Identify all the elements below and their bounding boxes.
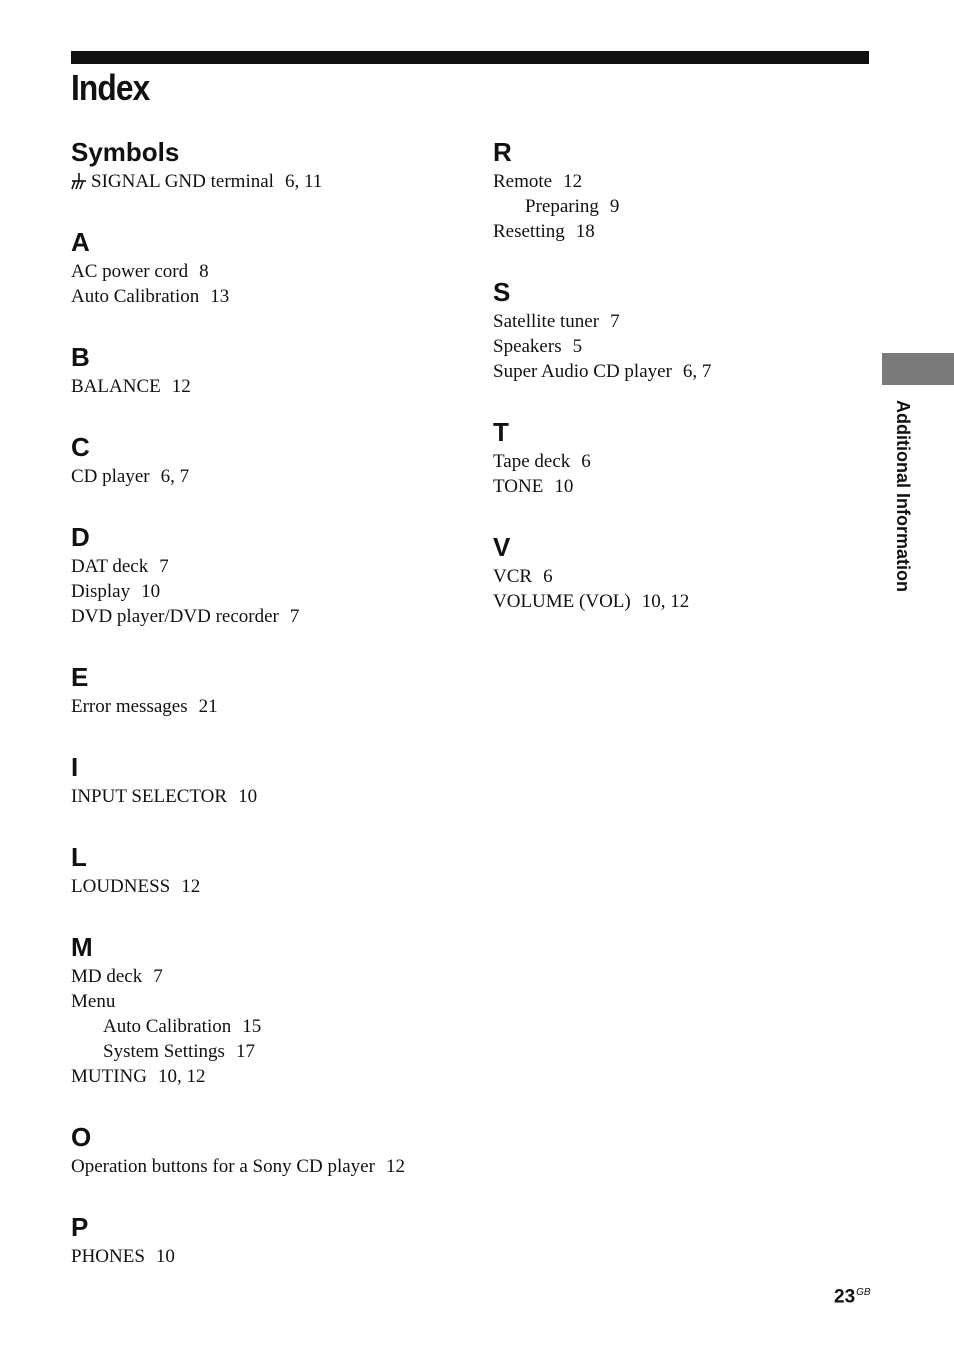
index-entry [71, 989, 471, 1014]
section-heading: I [71, 752, 79, 782]
entry-page-numbers: 6, 11 [284, 171, 323, 192]
index-entry [71, 259, 471, 284]
index-entry [71, 964, 471, 989]
section-heading: B [71, 342, 90, 372]
index-entry [71, 784, 471, 809]
entry-page-numbers: 7 [289, 606, 300, 627]
index-entry [493, 564, 853, 589]
entry-page-numbers: 6, 7 [160, 466, 190, 487]
index-entry [493, 334, 853, 359]
index-section-c [71, 431, 471, 489]
section-heading: S [493, 277, 511, 307]
index-entry [493, 449, 853, 474]
entry-page-numbers: 12 [563, 171, 583, 192]
index-entry [493, 169, 853, 194]
entry-page-numbers: 6 [581, 451, 591, 472]
signal-ground-icon [71, 172, 87, 190]
entry-page-numbers: 17 [235, 1041, 255, 1062]
entry-term: Auto Calibration [71, 286, 200, 307]
index-section-d [71, 521, 471, 629]
page-number [834, 1280, 871, 1310]
index-section-t [493, 416, 853, 499]
title-rule [71, 51, 869, 64]
page-title: Index [71, 67, 150, 108]
entry-term: LOUDNESS [71, 876, 171, 897]
entry-term: CD player [71, 466, 150, 487]
index-subentry [71, 1014, 471, 1039]
index-entry [71, 1064, 471, 1089]
entry-term: Super Audio CD player [493, 361, 672, 382]
index-section-a [71, 226, 471, 309]
entry-term: AC power cord [71, 261, 189, 282]
index-entry [71, 374, 471, 399]
entry-page-numbers: 10 [238, 786, 258, 807]
entry-term: TONE [493, 476, 544, 497]
entry-page-numbers: 12 [171, 376, 191, 397]
index-section-symbols [71, 136, 471, 194]
entry-term: Tape deck [493, 451, 571, 472]
page-number-value: 23 [834, 1286, 856, 1308]
index-column-right [493, 136, 853, 646]
entry-term: Menu [71, 991, 116, 1012]
index-entry [493, 474, 853, 499]
entry-page-numbers: 18 [575, 221, 595, 242]
section-heading: M [71, 932, 93, 962]
entry-term: System Settings [103, 1041, 225, 1062]
entry-term: VCR [493, 566, 533, 587]
section-heading: O [71, 1122, 92, 1152]
entry-term: Error messages [71, 696, 188, 717]
entry-term: MD deck [71, 966, 143, 987]
entry-page-numbers: 10 [141, 581, 161, 602]
section-heading: R [493, 137, 512, 167]
index-section-p [71, 1211, 471, 1269]
entry-term: Auto Calibration [103, 1016, 232, 1037]
index-entry [71, 604, 471, 629]
section-tab-marker [882, 353, 954, 385]
entry-page-numbers: 13 [210, 286, 230, 307]
entry-term: VOLUME (VOL) [493, 591, 631, 612]
entry-term: PHONES [71, 1246, 145, 1267]
section-heading: A [71, 227, 90, 257]
index-entry [71, 554, 471, 579]
index-entry [493, 309, 853, 334]
entry-page-numbers: 6, 7 [682, 361, 712, 382]
entry-page-numbers: 12 [385, 1156, 405, 1177]
entry-term: SIGNAL GND terminal [91, 171, 274, 192]
index-section-b [71, 341, 471, 399]
entry-page-numbers: 12 [181, 876, 201, 897]
section-heading: C [71, 432, 90, 462]
entry-term: Speakers [493, 336, 562, 357]
index-section-i [71, 751, 471, 809]
entry-page-numbers: 10 [554, 476, 574, 497]
index-entry [71, 579, 471, 604]
index-section-r [493, 136, 853, 244]
section-heading: P [71, 1212, 89, 1242]
entry-term: MUTING [71, 1066, 147, 1087]
index-section-e [71, 661, 471, 719]
index-subentry [493, 194, 853, 219]
index-entry [493, 219, 853, 244]
index-entry [71, 874, 471, 899]
index-entry [493, 359, 853, 384]
entry-page-numbers: 6 [543, 566, 553, 587]
entry-page-numbers: 21 [198, 696, 218, 717]
entry-term: DVD player/DVD recorder [71, 606, 279, 627]
entry-page-numbers: 5 [572, 336, 583, 357]
index-entry [71, 284, 471, 309]
index-subentry [71, 1039, 471, 1064]
section-heading: Symbols [71, 137, 180, 167]
entry-page-numbers: 15 [242, 1016, 262, 1037]
entry-term: Display [71, 581, 131, 602]
entry-page-numbers: 7 [610, 311, 620, 332]
page-number-suffix: GB [856, 1287, 871, 1298]
section-tab-label: Additional Information [893, 400, 913, 592]
entry-term: Resetting [493, 221, 565, 242]
entry-page-numbers: 7 [159, 556, 169, 577]
entry-term: INPUT SELECTOR [71, 786, 228, 807]
index-section-v [493, 531, 853, 614]
index-section-s [493, 276, 853, 384]
entry-term: Satellite tuner [493, 311, 600, 332]
entry-page-numbers: 7 [153, 966, 163, 987]
entry-page-numbers: 10, 12 [641, 591, 690, 612]
entry-page-numbers: 9 [609, 196, 620, 217]
entry-term: DAT deck [71, 556, 149, 577]
section-heading: T [493, 417, 509, 447]
index-column-left [71, 136, 471, 1301]
index-entry [493, 589, 853, 614]
index-section-m [71, 931, 471, 1089]
index-entry [71, 694, 471, 719]
index-entry [71, 1244, 471, 1269]
index-section-l [71, 841, 471, 899]
entry-term: Operation buttons for a Sony CD player [71, 1156, 375, 1177]
entry-term: Remote [493, 171, 553, 192]
entry-term: Preparing [525, 196, 599, 217]
entry-page-numbers: 10, 12 [158, 1066, 206, 1087]
section-heading: V [493, 532, 511, 562]
section-heading: L [71, 842, 87, 872]
index-entry [71, 464, 471, 489]
section-heading: D [71, 522, 90, 552]
section-heading: E [71, 662, 89, 692]
entry-page-numbers: 10 [155, 1246, 175, 1267]
entry-page-numbers: 8 [199, 261, 209, 282]
entry-term: BALANCE [71, 376, 161, 397]
index-entry [71, 169, 471, 194]
index-section-o [71, 1121, 471, 1179]
index-entry [71, 1154, 471, 1179]
